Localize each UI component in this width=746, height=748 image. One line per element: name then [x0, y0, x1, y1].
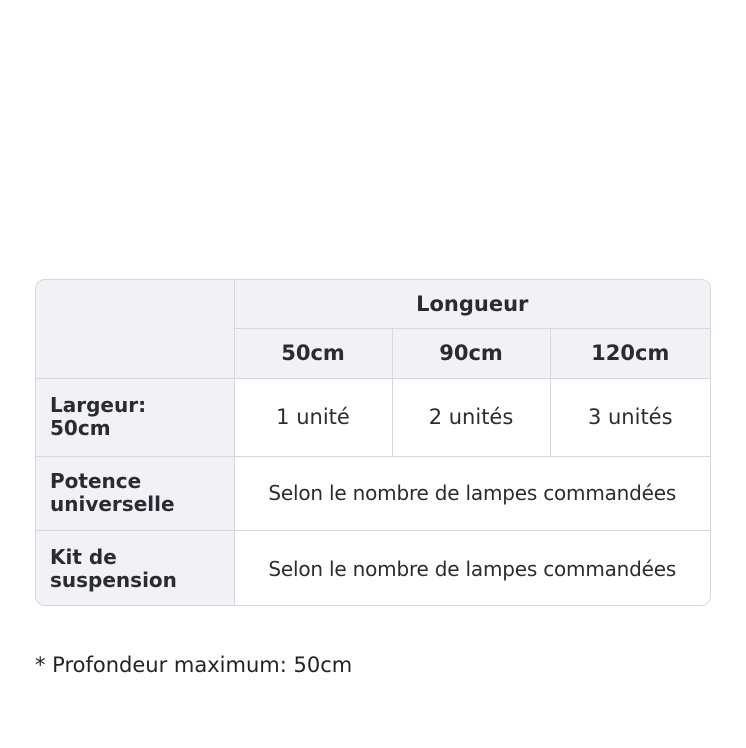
spec-table: [36, 280, 710, 606]
row-header-line: Kit de: [50, 544, 117, 569]
row-header-line: suspension: [50, 567, 177, 592]
table-corner-cell: [36, 280, 234, 378]
table-cell-span: Selon le nombre de lampes commandées: [234, 456, 710, 530]
row-header-line: Largeur:: [50, 393, 147, 417]
row-header-line: universelle: [50, 492, 175, 516]
row-header-width: [36, 378, 234, 456]
header-row-group: [36, 280, 710, 328]
length-group-header: Longueur: [234, 280, 710, 328]
row-header-line: Potence: [50, 469, 142, 493]
table-row: [36, 530, 710, 606]
table-row: [36, 456, 710, 530]
table-cell: 1 unité: [234, 378, 392, 456]
column-header-120cm: 120cm: [550, 328, 710, 378]
column-header-90cm: 90cm: [392, 328, 550, 378]
spec-table-container: [35, 279, 711, 606]
row-header-line: 50cm: [50, 416, 111, 440]
table-cell: 2 unités: [392, 378, 550, 456]
row-header-bracket: [36, 456, 234, 530]
table-cell-span: Selon le nombre de lampes commandées: [234, 530, 710, 606]
table-row: [36, 378, 710, 456]
column-header-50cm: 50cm: [234, 328, 392, 378]
row-header-suspension: [36, 530, 234, 606]
footnote: * Profondeur maximum: 50cm: [35, 653, 353, 677]
table-cell: 3 unités: [550, 378, 710, 456]
